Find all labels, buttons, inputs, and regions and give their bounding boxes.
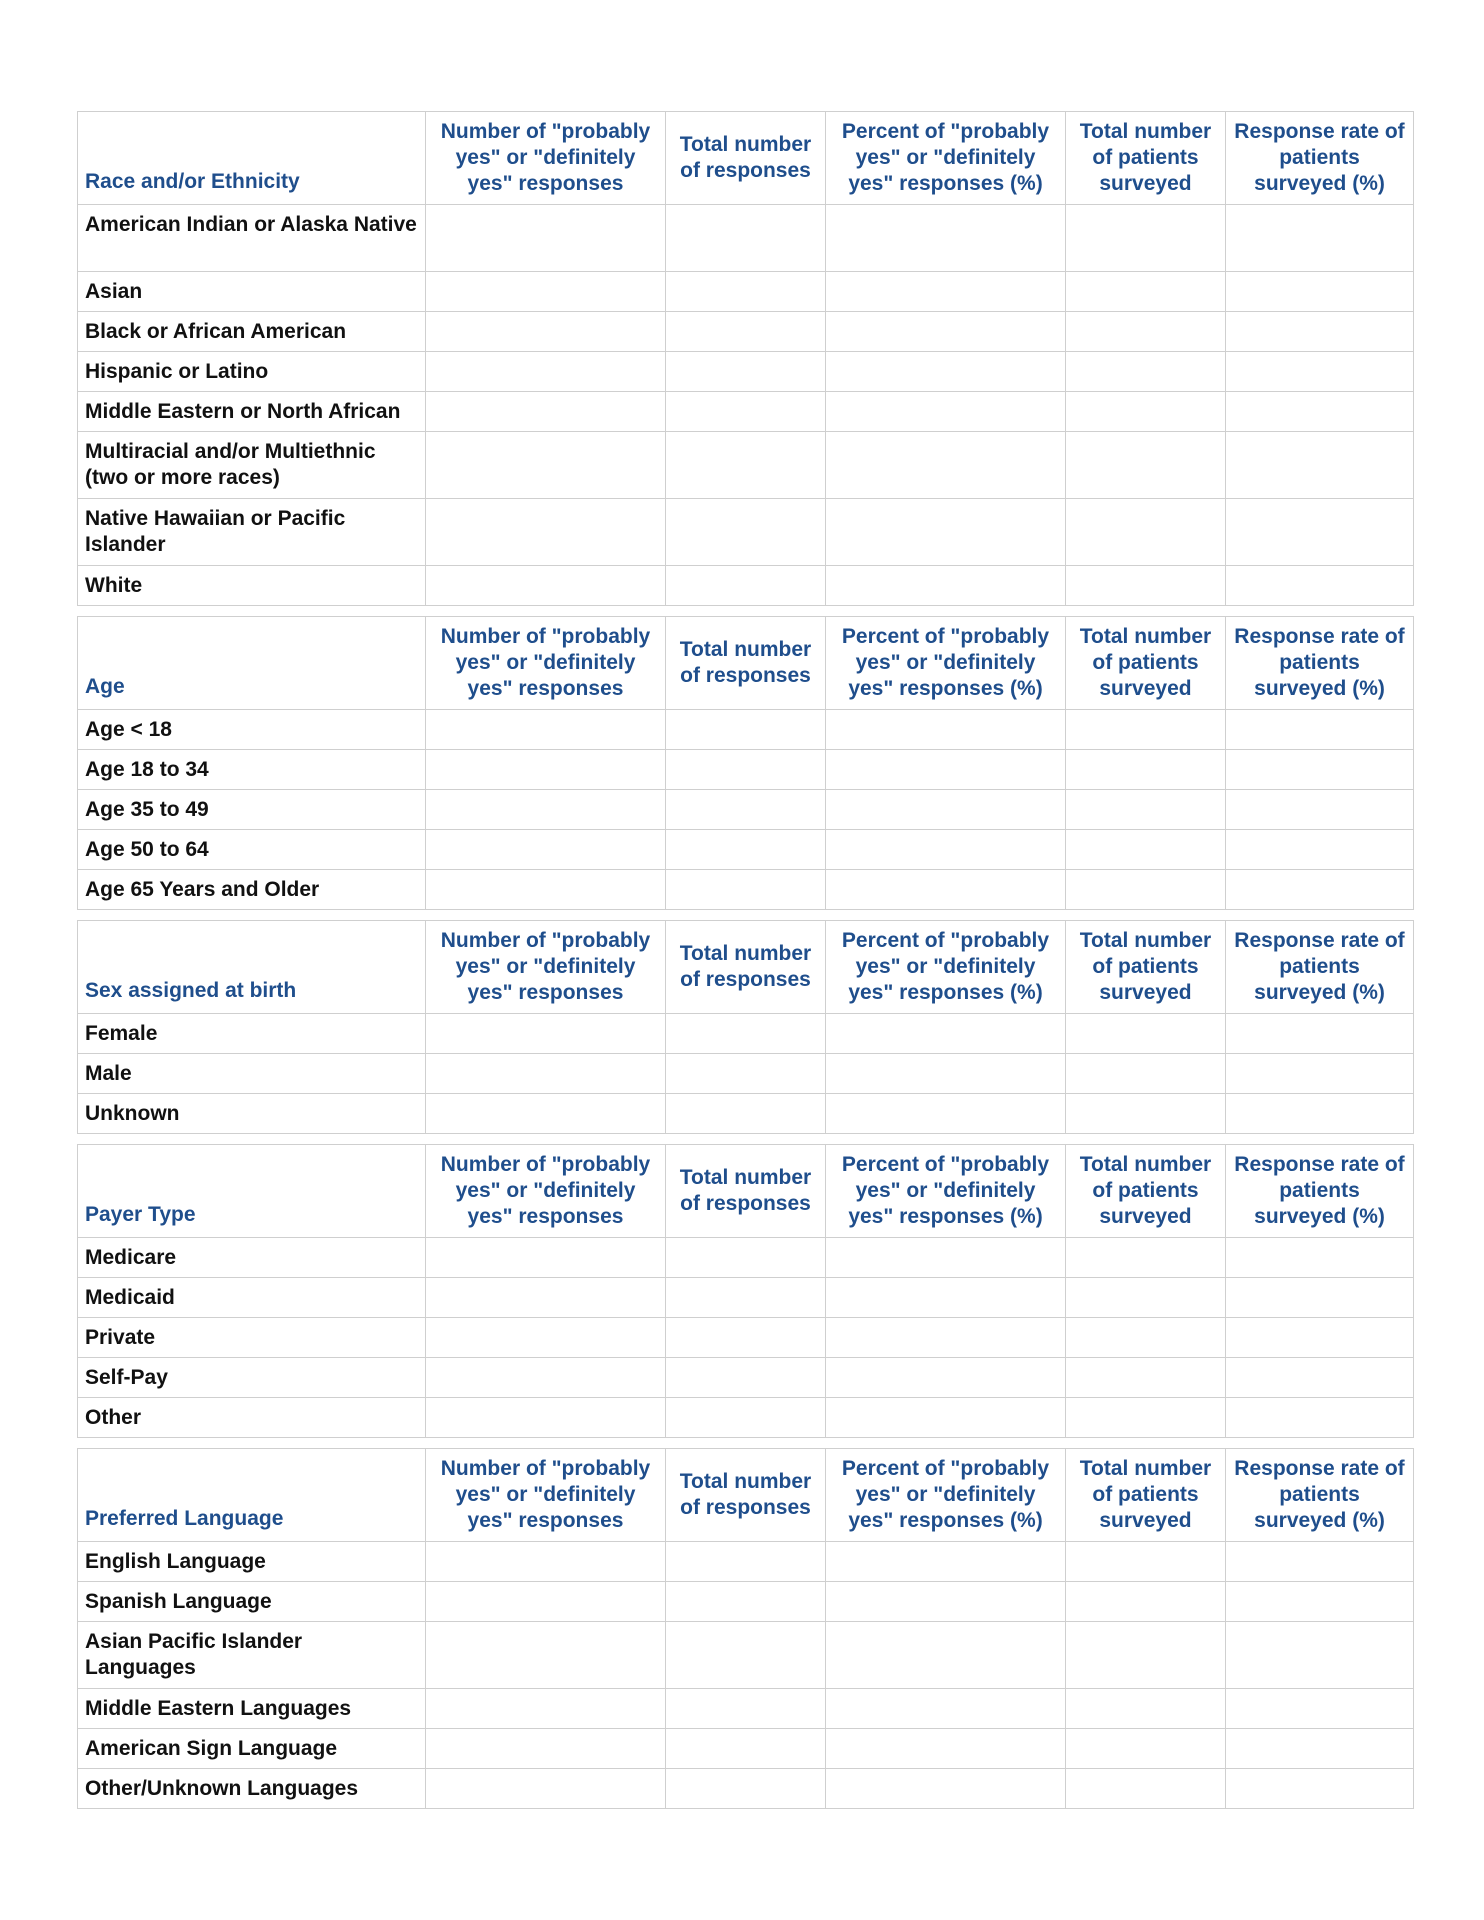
data-cell[interactable] xyxy=(1226,432,1414,499)
table-row xyxy=(78,1318,1414,1358)
table-row xyxy=(78,1398,1414,1438)
data-cell[interactable] xyxy=(826,205,1066,272)
data-cell[interactable] xyxy=(426,1689,666,1729)
data-cell[interactable] xyxy=(826,1014,1066,1054)
data-cell[interactable] xyxy=(1066,205,1226,272)
data-cell[interactable] xyxy=(1066,392,1226,432)
data-cell[interactable] xyxy=(1066,1094,1226,1134)
data-cell[interactable] xyxy=(1066,272,1226,312)
data-cell[interactable] xyxy=(426,205,666,272)
data-cell[interactable] xyxy=(666,790,826,830)
data-cell[interactable] xyxy=(426,352,666,392)
data-cell[interactable] xyxy=(666,1358,826,1398)
column-header-5: Response rate of patients surveyed (%) xyxy=(1226,921,1414,1014)
data-cell[interactable] xyxy=(826,1769,1066,1809)
row-label: Male xyxy=(78,1054,426,1094)
data-cell[interactable] xyxy=(1066,1358,1226,1398)
table-row xyxy=(78,352,1414,392)
data-cell[interactable] xyxy=(826,750,1066,790)
column-header-2: Total number of responses xyxy=(666,921,826,1014)
row-label: Self-Pay xyxy=(78,1358,426,1398)
data-cell[interactable] xyxy=(826,1358,1066,1398)
column-header-1: Number of "probably yes" or "definitely yes" responses xyxy=(426,921,666,1014)
data-cell[interactable] xyxy=(426,1238,666,1278)
data-cell[interactable] xyxy=(1066,312,1226,352)
data-cell[interactable] xyxy=(1066,1014,1226,1054)
column-header-4: Total number of patients surveyed xyxy=(1066,112,1226,205)
data-cell[interactable] xyxy=(826,566,1066,606)
table-row xyxy=(78,566,1414,606)
table-row xyxy=(78,710,1414,750)
row-label: Age 18 to 34 xyxy=(78,750,426,790)
table-sex-assigned-at-birth xyxy=(77,920,1414,1134)
data-cell[interactable] xyxy=(1066,1278,1226,1318)
data-cell[interactable] xyxy=(1066,750,1226,790)
data-cell[interactable] xyxy=(426,312,666,352)
data-cell[interactable] xyxy=(426,1014,666,1054)
report-tables xyxy=(77,111,1413,1819)
row-label: Private xyxy=(78,1318,426,1358)
data-cell[interactable] xyxy=(1066,830,1226,870)
data-cell[interactable] xyxy=(826,710,1066,750)
data-cell[interactable] xyxy=(1226,205,1414,272)
data-cell[interactable] xyxy=(666,1278,826,1318)
row-label: Female xyxy=(78,1014,426,1054)
column-header-5: Response rate of patients surveyed (%) xyxy=(1226,617,1414,710)
data-cell[interactable] xyxy=(1226,710,1414,750)
data-cell[interactable] xyxy=(1226,272,1414,312)
row-label: Spanish Language xyxy=(78,1582,426,1622)
row-label: Age 35 to 49 xyxy=(78,790,426,830)
column-header-2: Total number of responses xyxy=(666,617,826,710)
column-header-1: Number of "probably yes" or "definitely yes" responses xyxy=(426,1145,666,1238)
row-label: Medicare xyxy=(78,1238,426,1278)
column-header-1: Number of "probably yes" or "definitely yes" responses xyxy=(426,1449,666,1542)
data-cell[interactable] xyxy=(426,750,666,790)
data-cell[interactable] xyxy=(826,1542,1066,1582)
data-cell[interactable] xyxy=(826,432,1066,499)
column-header-2: Total number of responses xyxy=(666,1449,826,1542)
data-cell[interactable] xyxy=(1066,1054,1226,1094)
data-cell[interactable] xyxy=(826,1278,1066,1318)
table-row xyxy=(78,750,1414,790)
data-cell[interactable] xyxy=(426,1278,666,1318)
column-header-1: Number of "probably yes" or "definitely yes" responses xyxy=(426,617,666,710)
data-cell[interactable] xyxy=(426,1094,666,1134)
data-cell[interactable] xyxy=(826,1054,1066,1094)
table-age xyxy=(77,616,1414,910)
data-cell[interactable] xyxy=(1226,830,1414,870)
row-label: Middle Eastern Languages xyxy=(78,1689,426,1729)
data-cell[interactable] xyxy=(826,830,1066,870)
data-cell[interactable] xyxy=(826,1622,1066,1689)
data-cell[interactable] xyxy=(1066,1582,1226,1622)
data-cell[interactable] xyxy=(1066,1318,1226,1358)
table-row xyxy=(78,1094,1414,1134)
row-label: American Indian or Alaska Native xyxy=(78,205,426,272)
data-cell[interactable] xyxy=(1226,1398,1414,1438)
data-cell[interactable] xyxy=(1226,566,1414,606)
header-row xyxy=(78,1145,1414,1238)
header-row xyxy=(78,112,1414,205)
data-cell[interactable] xyxy=(426,432,666,499)
data-cell[interactable] xyxy=(1226,1318,1414,1358)
table-row xyxy=(78,1622,1414,1689)
data-cell[interactable] xyxy=(1226,1729,1414,1769)
column-header-2: Total number of responses xyxy=(666,1145,826,1238)
column-header-3: Percent of "probably yes" or "definitely yes" responses (%) xyxy=(826,1145,1066,1238)
table-row xyxy=(78,1582,1414,1622)
data-cell[interactable] xyxy=(1226,790,1414,830)
data-cell[interactable] xyxy=(1066,432,1226,499)
group-title: Race and/or Ethnicity xyxy=(78,112,426,205)
data-cell[interactable] xyxy=(826,1582,1066,1622)
header-row xyxy=(78,921,1414,1014)
data-cell[interactable] xyxy=(1226,312,1414,352)
data-cell[interactable] xyxy=(1066,1238,1226,1278)
table-row xyxy=(78,790,1414,830)
table-row xyxy=(78,205,1414,272)
row-label: Multiracial and/or Multiethnic (two or more races) xyxy=(78,432,426,499)
row-label: Medicaid xyxy=(78,1278,426,1318)
row-label: Hispanic or Latino xyxy=(78,352,426,392)
table-row xyxy=(78,1014,1414,1054)
table-row xyxy=(78,1689,1414,1729)
table-row xyxy=(78,870,1414,910)
row-label: Age < 18 xyxy=(78,710,426,750)
data-cell[interactable] xyxy=(826,1729,1066,1769)
data-cell[interactable] xyxy=(426,566,666,606)
data-cell[interactable] xyxy=(1066,1398,1226,1438)
data-cell[interactable] xyxy=(426,830,666,870)
data-cell[interactable] xyxy=(426,1398,666,1438)
data-cell[interactable] xyxy=(666,1689,826,1729)
data-cell[interactable] xyxy=(826,392,1066,432)
table-row xyxy=(78,1054,1414,1094)
data-cell[interactable] xyxy=(426,272,666,312)
row-label: Native Hawaiian or Pacific Islander xyxy=(78,499,426,566)
group-title: Age xyxy=(78,617,426,710)
header-row xyxy=(78,617,1414,710)
data-cell[interactable] xyxy=(1226,392,1414,432)
group-title: Sex assigned at birth xyxy=(78,921,426,1014)
data-cell[interactable] xyxy=(826,1398,1066,1438)
group-title: Preferred Language xyxy=(78,1449,426,1542)
data-cell[interactable] xyxy=(1226,1238,1414,1278)
data-cell[interactable] xyxy=(666,205,826,272)
data-cell[interactable] xyxy=(666,1238,826,1278)
data-cell[interactable] xyxy=(1226,1094,1414,1134)
data-cell[interactable] xyxy=(666,1542,826,1582)
data-cell[interactable] xyxy=(1066,790,1226,830)
data-cell[interactable] xyxy=(1066,870,1226,910)
data-cell[interactable] xyxy=(426,790,666,830)
table-row xyxy=(78,1729,1414,1769)
row-label: Asian Pacific Islander Languages xyxy=(78,1622,426,1689)
table-row xyxy=(78,432,1414,499)
data-cell[interactable] xyxy=(1066,566,1226,606)
data-cell[interactable] xyxy=(1226,352,1414,392)
column-header-5: Response rate of patients surveyed (%) xyxy=(1226,112,1414,205)
column-header-1: Number of "probably yes" or "definitely yes" responses xyxy=(426,112,666,205)
data-cell[interactable] xyxy=(1226,1582,1414,1622)
data-cell[interactable] xyxy=(666,1622,826,1689)
data-cell[interactable] xyxy=(1226,1542,1414,1582)
data-cell[interactable] xyxy=(1066,1769,1226,1809)
column-header-3: Percent of "probably yes" or "definitely yes" responses (%) xyxy=(826,1449,1066,1542)
table-row xyxy=(78,830,1414,870)
column-header-4: Total number of patients surveyed xyxy=(1066,617,1226,710)
data-cell[interactable] xyxy=(1226,1622,1414,1689)
data-cell[interactable] xyxy=(666,272,826,312)
table-row xyxy=(78,1278,1414,1318)
data-cell[interactable] xyxy=(666,312,826,352)
data-cell[interactable] xyxy=(666,1318,826,1358)
data-cell[interactable] xyxy=(1226,750,1414,790)
data-cell[interactable] xyxy=(666,830,826,870)
data-cell[interactable] xyxy=(1226,499,1414,566)
data-cell[interactable] xyxy=(426,870,666,910)
column-header-4: Total number of patients surveyed xyxy=(1066,921,1226,1014)
column-header-3: Percent of "probably yes" or "definitely yes" responses (%) xyxy=(826,112,1066,205)
row-label: Age 65 Years and Older xyxy=(78,870,426,910)
data-cell[interactable] xyxy=(1066,1729,1226,1769)
data-cell[interactable] xyxy=(1066,1542,1226,1582)
data-cell[interactable] xyxy=(826,1318,1066,1358)
data-cell[interactable] xyxy=(426,1729,666,1769)
data-cell[interactable] xyxy=(666,499,826,566)
table-row xyxy=(78,1542,1414,1582)
row-label: Middle Eastern or North African xyxy=(78,392,426,432)
header-row xyxy=(78,1449,1414,1542)
data-cell[interactable] xyxy=(826,352,1066,392)
data-cell[interactable] xyxy=(426,1542,666,1582)
data-cell[interactable] xyxy=(666,1769,826,1809)
data-cell[interactable] xyxy=(826,1689,1066,1729)
row-label: Black or African American xyxy=(78,312,426,352)
data-cell[interactable] xyxy=(826,499,1066,566)
data-cell[interactable] xyxy=(826,870,1066,910)
data-cell[interactable] xyxy=(426,710,666,750)
column-header-3: Percent of "probably yes" or "definitely yes" responses (%) xyxy=(826,921,1066,1014)
data-cell[interactable] xyxy=(666,1054,826,1094)
data-cell[interactable] xyxy=(666,710,826,750)
column-header-5: Response rate of patients surveyed (%) xyxy=(1226,1449,1414,1542)
table-preferred-language xyxy=(77,1448,1414,1809)
row-label: Unknown xyxy=(78,1094,426,1134)
data-cell[interactable] xyxy=(666,432,826,499)
table-row xyxy=(78,392,1414,432)
table-row xyxy=(78,499,1414,566)
row-label: Other/Unknown Languages xyxy=(78,1769,426,1809)
row-label: White xyxy=(78,566,426,606)
data-cell[interactable] xyxy=(826,312,1066,352)
column-header-2: Total number of responses xyxy=(666,112,826,205)
data-cell[interactable] xyxy=(426,1318,666,1358)
row-label: Other xyxy=(78,1398,426,1438)
data-cell[interactable] xyxy=(666,870,826,910)
table-row xyxy=(78,1769,1414,1809)
data-cell[interactable] xyxy=(1066,499,1226,566)
data-cell[interactable] xyxy=(666,1582,826,1622)
data-cell[interactable] xyxy=(826,1238,1066,1278)
data-cell[interactable] xyxy=(1226,1278,1414,1318)
data-cell[interactable] xyxy=(666,1094,826,1134)
data-cell[interactable] xyxy=(1066,1622,1226,1689)
data-cell[interactable] xyxy=(826,1094,1066,1134)
data-cell[interactable] xyxy=(666,1729,826,1769)
data-cell[interactable] xyxy=(426,392,666,432)
data-cell[interactable] xyxy=(1066,710,1226,750)
data-cell[interactable] xyxy=(1066,352,1226,392)
data-cell[interactable] xyxy=(426,1582,666,1622)
data-cell[interactable] xyxy=(426,1769,666,1809)
group-title: Payer Type xyxy=(78,1145,426,1238)
table-row xyxy=(78,312,1414,352)
data-cell[interactable] xyxy=(426,1054,666,1094)
row-label: Asian xyxy=(78,272,426,312)
data-cell[interactable] xyxy=(1226,1054,1414,1094)
data-cell[interactable] xyxy=(1226,1689,1414,1729)
data-cell[interactable] xyxy=(1226,1358,1414,1398)
column-header-5: Response rate of patients surveyed (%) xyxy=(1226,1145,1414,1238)
row-label: American Sign Language xyxy=(78,1729,426,1769)
column-header-3: Percent of "probably yes" or "definitely yes" responses (%) xyxy=(826,617,1066,710)
table-row xyxy=(78,1358,1414,1398)
data-cell[interactable] xyxy=(1226,1014,1414,1054)
row-label: Age 50 to 64 xyxy=(78,830,426,870)
data-cell[interactable] xyxy=(1066,1689,1226,1729)
data-cell[interactable] xyxy=(666,566,826,606)
data-cell[interactable] xyxy=(666,1398,826,1438)
table-row xyxy=(78,272,1414,312)
data-cell[interactable] xyxy=(826,272,1066,312)
data-cell[interactable] xyxy=(426,1622,666,1689)
table-payer-type xyxy=(77,1144,1414,1438)
column-header-4: Total number of patients surveyed xyxy=(1066,1145,1226,1238)
data-cell[interactable] xyxy=(1226,1769,1414,1809)
data-cell[interactable] xyxy=(1226,870,1414,910)
data-cell[interactable] xyxy=(426,1358,666,1398)
data-cell[interactable] xyxy=(426,499,666,566)
column-header-4: Total number of patients surveyed xyxy=(1066,1449,1226,1542)
data-cell[interactable] xyxy=(826,790,1066,830)
data-cell[interactable] xyxy=(666,750,826,790)
table-row xyxy=(78,1238,1414,1278)
data-cell[interactable] xyxy=(666,1014,826,1054)
row-label: English Language xyxy=(78,1542,426,1582)
table-race-and-or-ethnicity xyxy=(77,111,1414,606)
data-cell[interactable] xyxy=(666,352,826,392)
data-cell[interactable] xyxy=(666,392,826,432)
